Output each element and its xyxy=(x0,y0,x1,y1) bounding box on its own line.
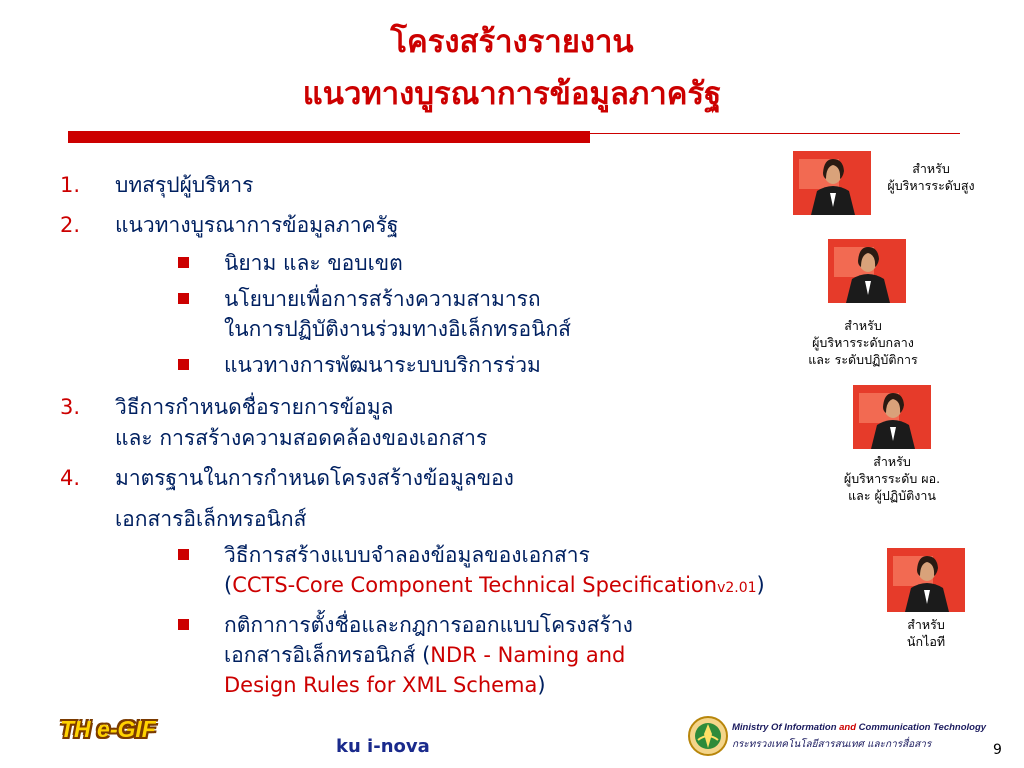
slide-title-line2: แนวทางบูรณาการข้อมูลภาครัฐ xyxy=(302,76,722,112)
audience-3-line2: ผู้บริหารระดับ ผอ. xyxy=(843,471,941,486)
item-text-1: บทสรุปผู้บริหาร xyxy=(115,173,254,197)
businesswoman-icon xyxy=(887,548,965,612)
ccts-version: v2.01 xyxy=(717,580,757,596)
title-divider-thick xyxy=(68,131,590,143)
red-square-bullet-icon xyxy=(178,619,189,630)
businesswoman-icon xyxy=(828,239,906,303)
slide-title-line1: โครงสร้างรายงาน xyxy=(390,24,634,60)
ku-inova-logo: ku i-nova xyxy=(336,736,430,757)
ministry-en-part2: Communication Technology xyxy=(858,722,987,733)
audience-4-line1: สำหรับ xyxy=(907,617,945,632)
item-text-4-line1: มาตรฐานในการกำหนดโครงสร้างข้อมูลของ xyxy=(115,466,514,490)
item-number-2: 2. xyxy=(60,213,81,237)
audience-1-line2: ผู้บริหารระดับสูง xyxy=(887,178,975,193)
ndr-reference-part2: Design Rules for XML Schema xyxy=(224,673,538,697)
red-square-bullet-icon xyxy=(178,359,189,370)
title-divider-thin xyxy=(590,133,960,134)
audience-caption-3 xyxy=(826,453,958,504)
item-text-3-line2: และ การสร้างความสอดคล้องของเอกสาร xyxy=(115,426,488,450)
th-egif-logo: TH e-GIF xyxy=(60,716,156,742)
subitem-4-2-line2 xyxy=(224,641,625,669)
item-number-1: 1. xyxy=(60,173,81,197)
subitem-4-1-line2 xyxy=(224,571,765,602)
audience-2-line2: ผู้บริหารระดับกลาง xyxy=(812,335,914,350)
subitem-2-2-line2: ในการปฏิบัติงานร่วมทางอิเล็กทรอนิกส์ xyxy=(224,317,571,341)
audience-1-line1: สำหรับ xyxy=(912,161,950,176)
subitem-4-2-line1: กติกาการตั้งชื่อและกฎการออกแบบโครงสร้าง xyxy=(224,613,633,637)
ministry-name-thai: กระทรวงเทคโนโลยีสารสนเทศ และการสื่อสาร xyxy=(732,739,932,750)
audience-4-line2: นักไอที xyxy=(906,634,946,649)
subitem-2-2-line1: นโยบายเพื่อการสร้างความสามารถ xyxy=(224,287,541,311)
ministry-seal-icon xyxy=(688,714,728,762)
subitem-2-1: นิยาม และ ขอบเขต xyxy=(224,251,403,275)
ministry-en-part1: Ministry Of Information xyxy=(732,722,837,733)
audience-caption-4 xyxy=(876,616,976,650)
item-text-3-line1: วิธีการกำหนดชื่อรายการข้อมูล xyxy=(115,395,394,419)
audience-caption-1 xyxy=(872,160,990,194)
audience-caption-2 xyxy=(786,317,940,368)
red-square-bullet-icon xyxy=(178,257,189,268)
ministry-en-and: and xyxy=(839,722,857,733)
paren-open: ( xyxy=(224,573,233,597)
audience-2-line1: สำหรับ xyxy=(844,318,882,333)
item-number-3: 3. xyxy=(60,395,81,419)
subitem-2-3: แนวทางการพัฒนาระบบบริการร่วม xyxy=(224,353,541,377)
audience-3-line3: และ ผู้ปฏิบัติงาน xyxy=(848,488,936,503)
audience-3-line1: สำหรับ xyxy=(873,454,911,469)
businesswoman-icon xyxy=(853,385,931,449)
ccts-reference: CCTS-Core Component Technical Specification xyxy=(232,573,718,597)
subitem-4-2-line3 xyxy=(224,671,546,699)
item-text-4-line2: เอกสารอิเล็กทรอนิกส์ xyxy=(115,507,307,531)
ndr-reference-part1: NDR - Naming and xyxy=(430,643,626,667)
item-text-2: แนวทางบูรณาการข้อมูลภาครัฐ xyxy=(115,213,399,237)
subitem-4-2-prefix: เอกสารอิเล็กทรอนิกส์ ( xyxy=(224,643,431,667)
red-square-bullet-icon xyxy=(178,293,189,304)
ministry-name-english xyxy=(732,722,986,733)
subitem-4-1-line1: วิธีการสร้างแบบจำลองข้อมูลของเอกสาร xyxy=(224,543,590,567)
businesswoman-icon xyxy=(793,151,871,215)
page-number: 9 xyxy=(993,742,1002,758)
red-square-bullet-icon xyxy=(178,549,189,560)
paren-close: ) xyxy=(756,573,765,597)
paren-close: ) xyxy=(537,673,546,697)
item-number-4: 4. xyxy=(60,466,81,490)
audience-2-line3: และ ระดับปฏิบัติการ xyxy=(808,352,918,367)
